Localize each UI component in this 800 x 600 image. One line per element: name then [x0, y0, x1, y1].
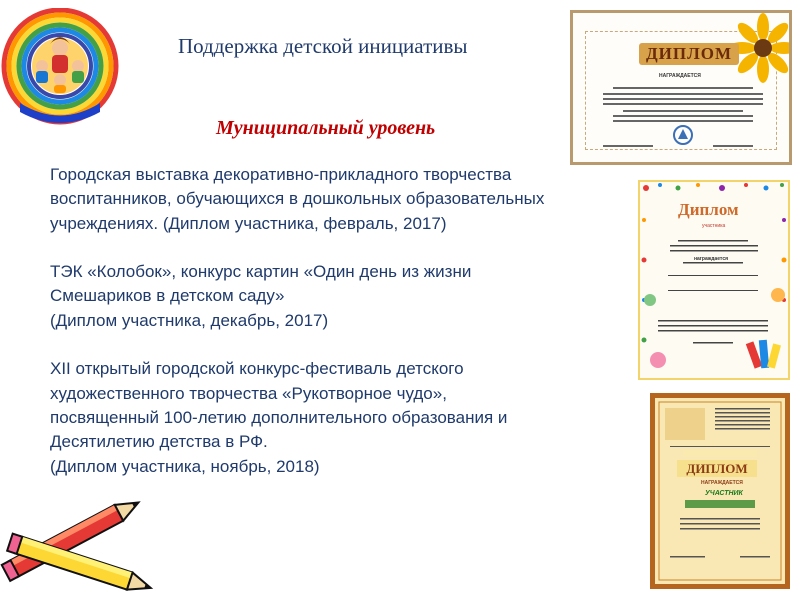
diploma-image-3 [650, 393, 790, 589]
text-line: посвященный 100-летию дополнительного образования и [50, 407, 508, 427]
text-line: Десятилетию детства в РФ. [50, 432, 268, 452]
text-line: учреждениях. (Диплом участника, февраль, 2017) [50, 213, 447, 233]
text-line: ТЭК «Колобок», конкурс картин «Один день из жизни [50, 262, 472, 282]
diploma-title: ДИПЛОМ [639, 43, 739, 65]
text-line: XII открытый городской конкурс-фестиваль детского [50, 359, 464, 379]
diploma-award-text: награждается [694, 256, 729, 262]
text-line: воспитанников, обучающихся в дошкольных образовательных [50, 189, 545, 209]
pencils-clipart [0, 486, 160, 600]
text-line: (Диплом участника, декабрь, 2017) [50, 310, 329, 330]
diploma-award-text: НАГРАЖДАЕТСЯ [659, 73, 701, 79]
diploma-image-2 [638, 180, 790, 380]
diploma-name-line [685, 500, 755, 508]
achievements-list [50, 163, 650, 479]
diploma-title: Диплом [678, 200, 739, 219]
text-line: Городская выставка декоративно-прикладного творчества [50, 165, 512, 184]
page-title: Поддержка детской инициативы [178, 34, 468, 58]
diploma-fine-print [593, 85, 773, 155]
diploma-title: ДИПЛОМ [677, 460, 757, 477]
achievement-paragraph [50, 357, 650, 478]
diploma-image-1 [570, 10, 792, 165]
text-line: (Диплом участника, ноябрь, 2018) [50, 456, 320, 476]
diploma-subtitle: участника [702, 223, 726, 229]
flower-icon [733, 13, 792, 83]
text-line: художественного творчества «Рукотворное чудо», [50, 383, 447, 403]
diploma-award-text: НАГРАЖДАЕТСЯ [701, 480, 743, 486]
achievement-paragraph [50, 260, 650, 333]
diploma-participant-label: УЧАСТНИК [705, 490, 743, 497]
page-subtitle: Муниципальный уровень [216, 117, 436, 139]
text-line: Смешариков в детском саду» [50, 286, 285, 306]
kindergarten-logo [0, 8, 120, 128]
achievement-paragraph [50, 163, 650, 236]
